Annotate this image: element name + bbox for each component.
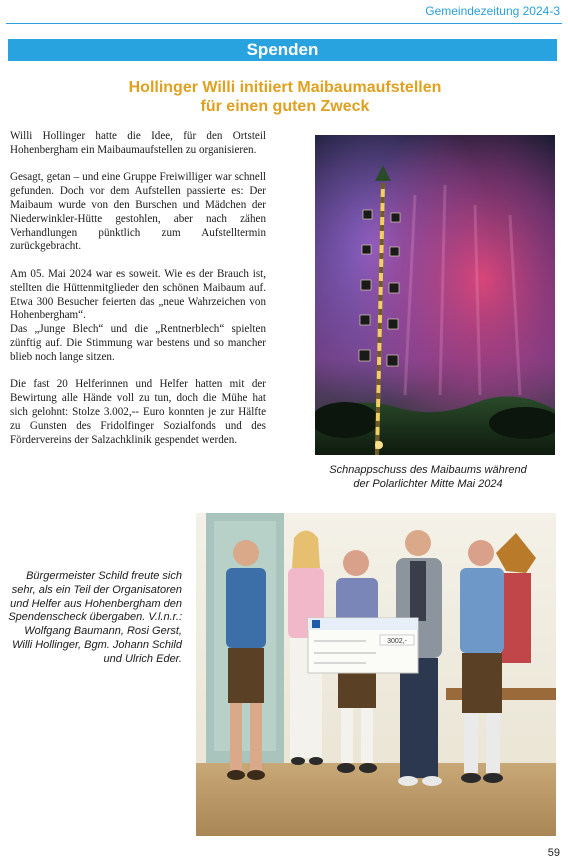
donation-cheque bbox=[308, 618, 418, 673]
article-paragraph: Gesagt, getan – und eine Gruppe Freiwilliger war schnell gefunden. Doch vor dem Aufstellen passierte es: Der Maibaum wurde von den Burschen und Mädchen der Niederwinkler-Hütte gestohlen, aber nach zähen Verhandlungen pünktlich zum Aufstelltermin zurückgebracht. bbox=[10, 171, 266, 253]
article-paragraph: Die fast 20 Helferinnen und Helfer hatten mit der Bewirtung alle Hände voll zu tun, doch die Mühe hat sich gelohnt: Stolze 3.002,-- Euro konnten je zur Hälfte zu Gunsten des Fridolfinger Sozialfonds und des Fördervereins der Salzachklinik gespendet werden. bbox=[10, 378, 266, 446]
article-paragraph: Willi Hollinger hatte die Idee, für den Ortsteil Hohenbergham ein Maibaumaufstellen zu organisieren. bbox=[10, 130, 266, 156]
article-headline bbox=[60, 78, 510, 116]
article-paragraph: Am 05. Mai 2024 war es soweit. Wie es der Brauch ist, stellten die Hüttenmitglieder den schönen Maibaum auf. Etwa 300 Besucher feierten das „neue Wahrzeichen von Hohenbergham“. bbox=[10, 267, 266, 322]
caption-line-2: der Polarlichter Mitte Mai 2024 bbox=[353, 478, 503, 490]
page-number: 59 bbox=[547, 847, 560, 859]
header-divider bbox=[6, 23, 562, 24]
section-title-bar: Spenden bbox=[8, 39, 557, 61]
article-paragraph: Das „Junge Blech“ und die „Rentnerblech“ spielten zünftig auf. Die Stimmung war bestens und so mancher blieb noch lange sitzen. bbox=[10, 323, 266, 363]
cheque-amount: 3002,- bbox=[387, 638, 407, 645]
cheque-handover-photo bbox=[196, 513, 556, 836]
headline-line-1: Hollinger Willi initiiert Maibaumaufstellen bbox=[128, 79, 442, 96]
headline-line-2: für einen guten Zweck bbox=[200, 98, 370, 115]
maypole-aurora-photo bbox=[315, 135, 555, 455]
publication-title: Gemeindezeitung 2024-3 bbox=[425, 4, 560, 18]
maypole-photo-caption bbox=[300, 463, 556, 491]
article-body bbox=[10, 130, 266, 461]
caption-line-1: Schnappschuss des Maibaums während bbox=[329, 464, 527, 476]
group-photo-caption: Bürgermeister Schild freute sich sehr, als ein Teil der Organisatoren und Helfer aus Hohenbergham den Spendenscheck übergaben. V.l.n.r.: Wolfgang Baumann, Rosi Gerst, Willi Hollinger, Bgm. Johann Schild und Ulrich Eder. bbox=[8, 570, 182, 665]
